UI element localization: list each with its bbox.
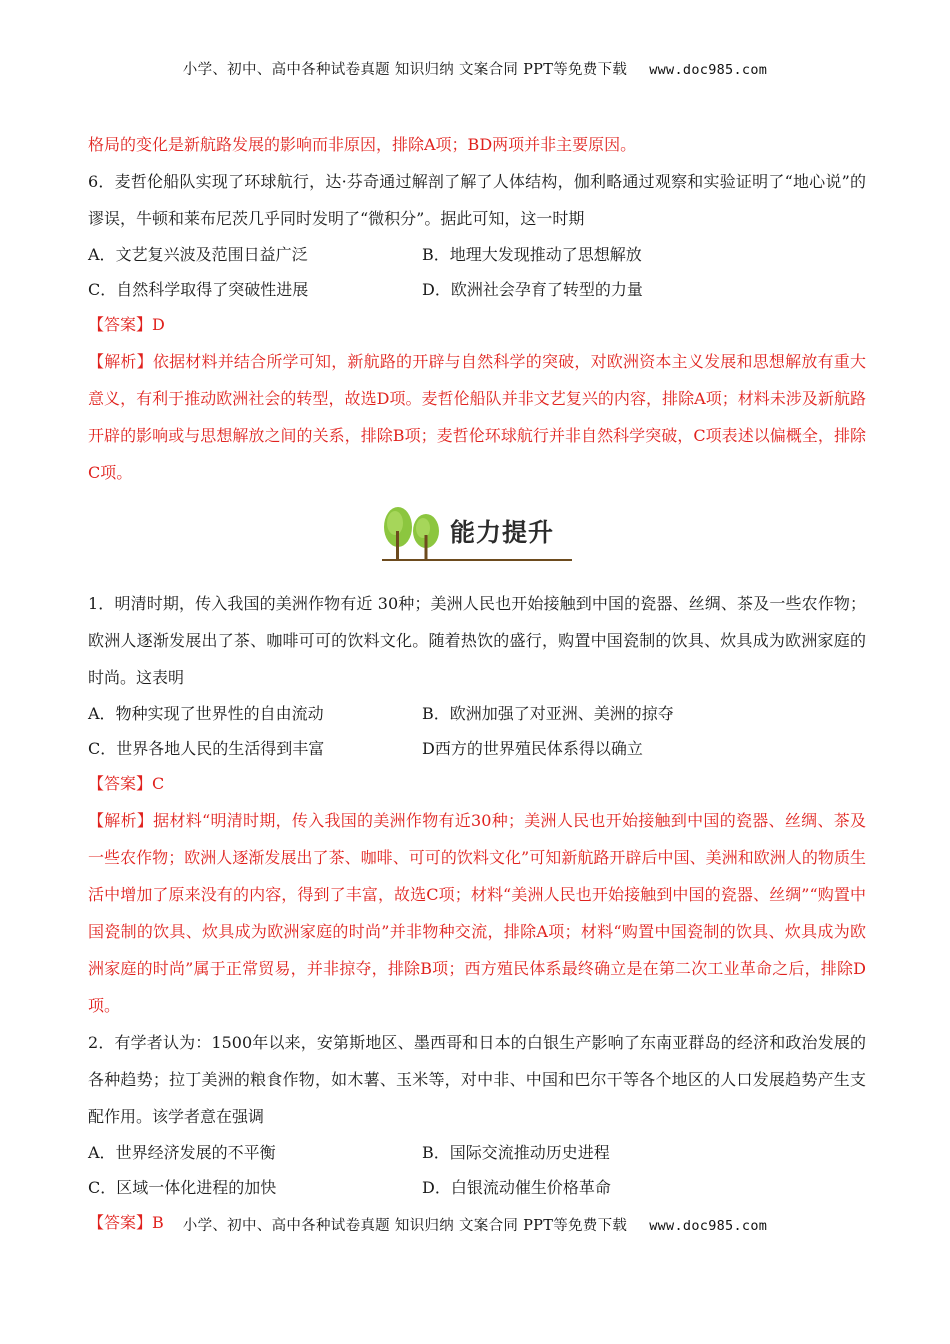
- q1-option-a: A．物种实现了世界性的自由流动: [88, 704, 324, 723]
- document-body: [88, 126, 866, 1241]
- q1-answer: 【答案】C: [88, 774, 165, 793]
- q2-option-b: B．国际交流推动历史进程: [422, 1143, 610, 1162]
- q1-options-row-1: [88, 696, 866, 731]
- prev-analysis-tail: 格局的变化是新航路发展的影响而非原因，排除A项；BD两项并非主要原因。: [88, 135, 637, 154]
- q6-options-row-1: [88, 237, 866, 272]
- section-title: 能力提升: [450, 518, 555, 547]
- q1-option-b: B．欧洲加强了对亚洲、美洲的掠夺: [422, 704, 674, 723]
- q2-option-a: A．世界经济发展的不平衡: [88, 1143, 276, 1162]
- q2-options-row-1: [88, 1135, 866, 1170]
- q6-options-row-2: [88, 272, 866, 307]
- q6-option-a: A．文艺复兴波及范围日益广泛: [88, 245, 308, 264]
- page-header: [0, 58, 950, 79]
- q6-option-c: C．自然科学取得了突破性进展: [88, 280, 309, 299]
- q1-option-c: C．世界各地人民的生活得到丰富: [88, 739, 325, 758]
- footer-url[interactable]: www.doc985.com: [649, 1218, 768, 1234]
- q1-options-row-2: [88, 731, 866, 766]
- q1-stem: 1．明清时期，传入我国的美洲作物有近 30种；美洲人民也开始接触到中国的瓷器、丝绸、茶及一些农作物；欧洲人逐渐发展出了茶、咖啡可可的饮料文化。随着热饮的盛行，购置中国瓷制的饮具、炊具成为欧洲家庭的时尚。这表明: [88, 594, 866, 687]
- q2-stem: 2．有学者认为：1500年以来，安第斯地区、墨西哥和日本的白银生产影响了东南亚群岛的经济和政治发展的各种趋势；拉丁美洲的粮食作物，如木薯、玉米等，对中非、中国和巴尔干等各个地区的人口发展趋势产生支配作用。该学者意在强调: [88, 1033, 866, 1126]
- q6-analysis: 【解析】依据材料并结合所学可知，新航路的开辟与自然科学的突破，对欧洲资本主义发展和思想解放有重大意义，有利于推动欧洲社会的转型，故选D项。麦哲伦船队并非文艺复兴的内容，排除A项；材料未涉及新航路开辟的影响或与思想解放之间的关系，排除B项；麦哲伦环球航行并非自然科学突破，C项表述以偏概全，排除C项。: [88, 352, 866, 482]
- q6-answer: 【答案】D: [88, 315, 165, 334]
- header-url[interactable]: www.doc985.com: [649, 62, 768, 78]
- tree-icon: [380, 503, 450, 561]
- q2-option-d: D．白银流动催生价格革命: [422, 1178, 611, 1197]
- q6-option-b: B．地理大发现推动了思想解放: [422, 245, 642, 264]
- section-banner: [88, 503, 866, 575]
- q2-options-row-2: [88, 1170, 866, 1205]
- q6-stem: 6．麦哲伦船队实现了环球航行，达·芬奇通过解剖了解了人体结构，伽利略通过观察和实验证明了“地心说”的谬误，牛顿和莱布尼茨几乎同时发明了“微积分”。据此可知，这一时期: [88, 172, 866, 228]
- q2-option-c: C．区域一体化进程的加快: [88, 1178, 277, 1197]
- q1-option-d: D西方的世界殖民体系得以确立: [422, 739, 643, 758]
- footer-text: 小学、初中、高中各种试卷真题 知识归纳 文案合同 PPT等免费下载: [182, 1218, 628, 1234]
- q2-answer: 【答案】B: [88, 1213, 164, 1232]
- header-text: 小学、初中、高中各种试卷真题 知识归纳 文案合同 PPT等免费下载: [182, 62, 628, 78]
- q1-analysis: 【解析】据材料“明清时期，传入我国的美洲作物有近30种；美洲人民也开始接触到中国的瓷器、丝绸、茶及一些农作物；欧洲人逐渐发展出了茶、咖啡、可可的饮料文化”可知新航路开辟后中国、美洲和欧洲人的物质生活中增加了原来没有的内容，得到了丰富，故选C项；材料“美洲人民也开始接触到中国的瓷器、丝绸”“购置中国瓷制的饮具、炊具成为欧洲家庭的时尚”并非物种交流，排除A项；材料“购置中国瓷制的饮具、炊具成为欧洲家庭的时尚”属于正常贸易，并非掠夺，排除B项；西方殖民体系最终确立是在第二次工业革命之后，排除D项。: [88, 811, 866, 1015]
- q6-option-d: D．欧洲社会孕育了转型的力量: [422, 280, 643, 299]
- page-footer: [0, 1214, 950, 1235]
- banner-underline: [382, 559, 572, 561]
